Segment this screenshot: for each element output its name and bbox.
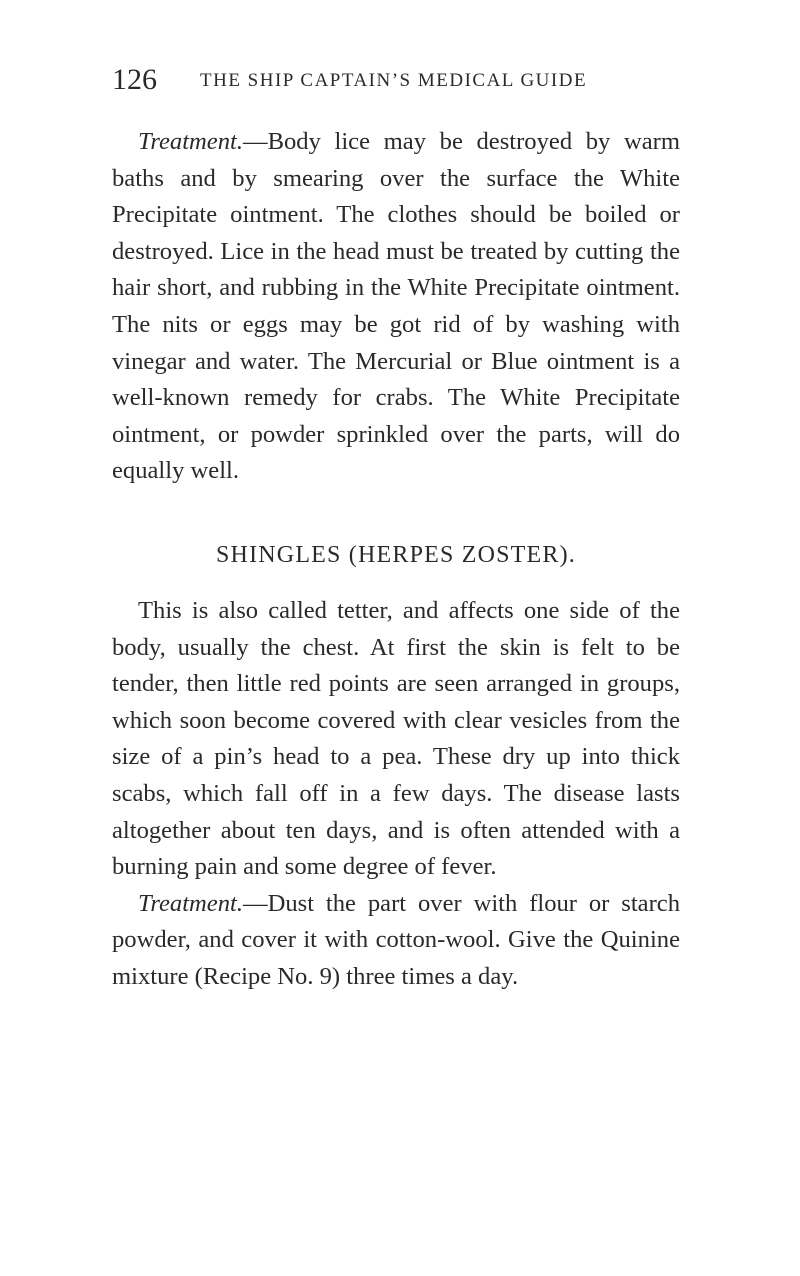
- running-title: THE SHIP CAPTAIN’S MEDICAL GUIDE: [200, 70, 588, 91]
- shingles-description-paragraph: [112, 593, 680, 886]
- treatment-lead: Treatment.: [138, 128, 243, 155]
- paragraph-text: This is also called tetter, and affects one side of the body, usually the chest. At first the skin is felt to be tender, then little red points are seen arranged in groups, which soon become covered with clear vesicles from the size of a pin’s head to a pea. These dry up into thick scabs, which fall off in a few days. The disease lasts altogether about ten days, and is often attended with a burning pain and some degree of fever.: [112, 596, 680, 881]
- book-page: [112, 62, 680, 995]
- page-number: 126: [112, 63, 157, 96]
- running-header: [112, 62, 680, 102]
- treatment-lead: Treatment.: [138, 889, 243, 917]
- lice-treatment-paragraph: [112, 124, 680, 490]
- section-heading-shingles: SHINGLES (HERPES ZOSTER).: [215, 541, 576, 568]
- paragraph-text: —Dust the part over with flour or starch powder, and cover it with cotton-wool. Give the Quinine mixture (Recipe No. 9) three times a day.: [112, 889, 680, 990]
- paragraph-text: —Body lice may be destroyed by warm baths and by smearing over the surface the White Precipitate ointment. The clothes should be boiled or destroyed. Lice in the head must be treated by cutting the hair short, and rubbing in the White Precipitate ointment. The nits or eggs may be got rid of by washing with vinegar and water. The Mercurial or Blue ointment is a well-known remedy for crabs. The White Precipitate ointment, or powder sprinkled over the parts, will do equally well.: [112, 128, 680, 485]
- shingles-treatment-paragraph: [112, 886, 680, 996]
